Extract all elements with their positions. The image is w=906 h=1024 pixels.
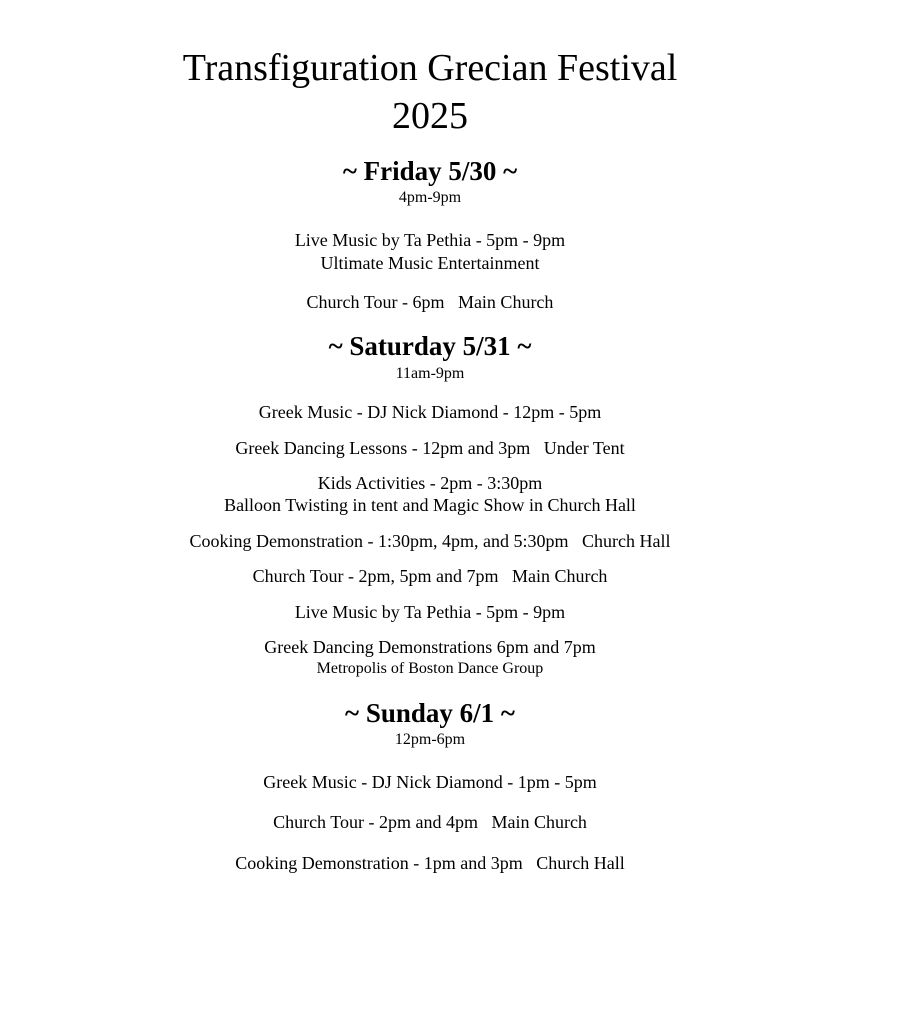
event-saturday-dancing-lessons: Greek Dancing Lessons - 12pm and 3pm Under Tent xyxy=(235,438,625,458)
day-heading-sunday: ~ Sunday 6/1 ~ xyxy=(345,698,515,728)
event-saturday-cooking-demo: Cooking Demonstration - 1:30pm, 4pm, and 5:30pm Church Hall xyxy=(189,531,671,551)
event-saturday-dancing-demos: Greek Dancing Demonstrations 6pm and 7pm xyxy=(264,637,596,657)
event-friday-live-music: Live Music by Ta Pethia - 5pm - 9pm xyxy=(294,230,566,250)
title-line-1: Transfiguration Grecian Festival xyxy=(182,47,678,89)
event-saturday-church-tour: Church Tour - 2pm, 5pm and 7pm Main Church xyxy=(252,566,608,586)
event-sunday-church-tour: Church Tour - 2pm and 4pm Main Church xyxy=(273,812,587,832)
day-hours-saturday: 11am-9pm xyxy=(395,365,465,382)
event-saturday-greek-music: Greek Music - DJ Nick Diamond - 12pm - 5pm xyxy=(258,402,602,422)
event-saturday-live-music: Live Music by Ta Pethia - 5pm - 9pm xyxy=(294,602,566,622)
event-friday-live-music-sub: Ultimate Music Entertainment xyxy=(320,253,540,273)
day-hours-friday: 4pm-9pm xyxy=(398,189,462,206)
page-title xyxy=(0,44,860,140)
title-line-2: 2025 xyxy=(392,95,468,137)
event-friday-church-tour: Church Tour - 6pm Main Church xyxy=(306,292,554,312)
event-sunday-greek-music: Greek Music - DJ Nick Diamond - 1pm - 5pm xyxy=(263,772,597,792)
day-heading-saturday: ~ Saturday 5/31 ~ xyxy=(328,331,532,361)
event-saturday-kids-activities: Kids Activities - 2pm - 3:30pm xyxy=(317,473,543,493)
event-saturday-dancing-demos-sub: Metropolis of Boston Dance Group xyxy=(316,660,544,677)
event-saturday-kids-activities-sub: Balloon Twisting in tent and Magic Show in Church Hall xyxy=(224,495,636,515)
day-heading-friday: ~ Friday 5/30 ~ xyxy=(342,156,518,186)
day-hours-sunday: 12pm-6pm xyxy=(394,731,466,748)
event-sunday-cooking-demo: Cooking Demonstration - 1pm and 3pm Church Hall xyxy=(235,853,625,873)
